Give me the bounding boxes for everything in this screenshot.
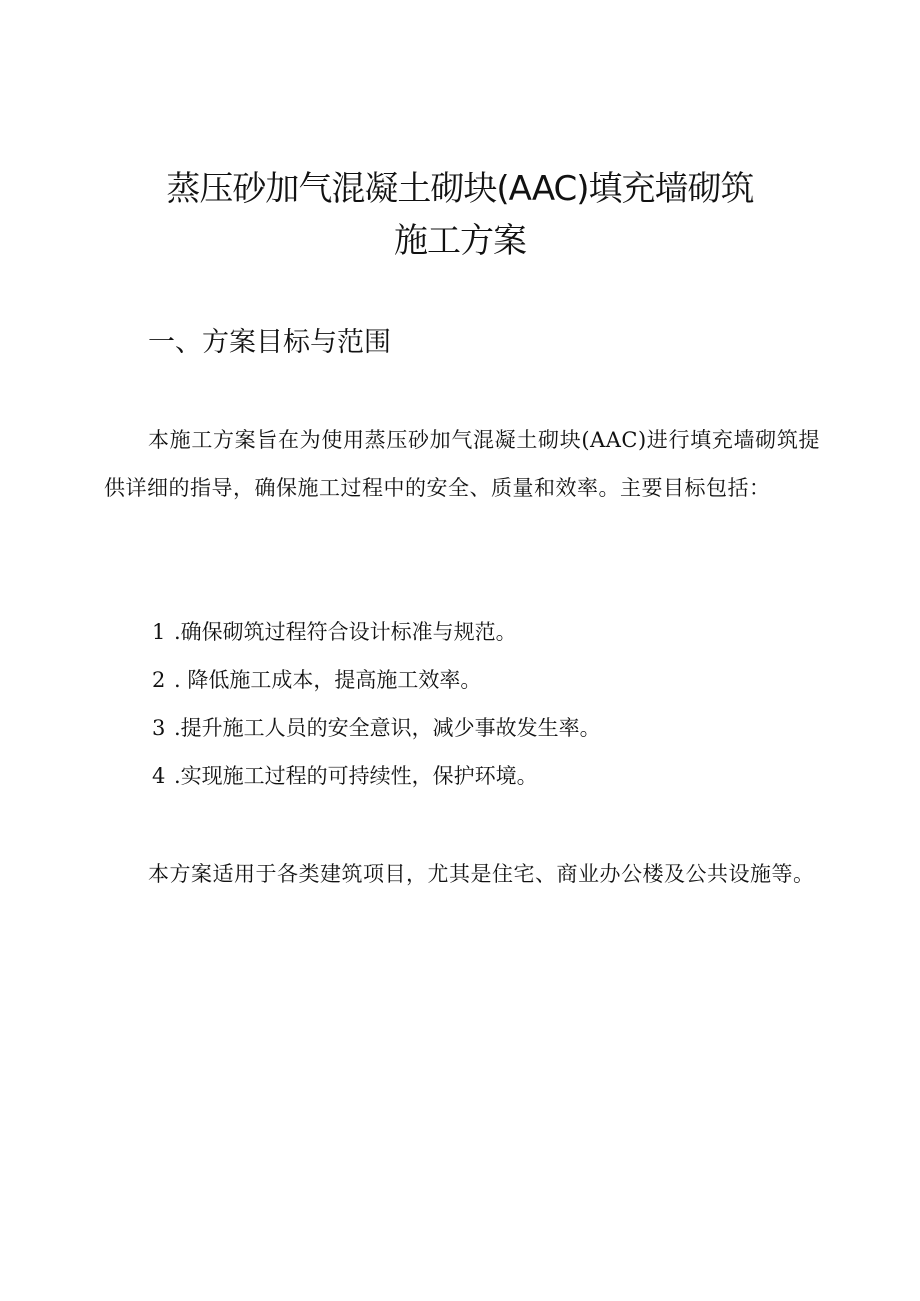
document-title-line-2: 施工方案 [394, 221, 526, 261]
goal-item [152, 665, 481, 695]
goal-number: 1 [152, 620, 166, 644]
section-heading: 一、方案目标与范围 [148, 327, 391, 358]
goal-number: 4 [152, 764, 166, 788]
scope-paragraph: 本方案适用于各类建筑项目，尤其是住宅、商业办公楼及公共设施等。 [148, 862, 815, 886]
goal-item [152, 713, 601, 743]
goal-text: .实现施工过程的可持续性，保护环境。 [174, 764, 538, 788]
goal-text: .确保砌筑过程符合设计标准与规范。 [174, 620, 517, 644]
goal-item [152, 761, 538, 791]
goal-text: .提升施工人员的安全意识，减少事故发生率。 [174, 716, 601, 740]
goal-number: 2 [152, 668, 166, 692]
document-title-line-1: 蒸压砂加气混凝土砌块(AAC)填充墙砌筑 [166, 169, 754, 209]
goal-text: . 降低施工成本，提高施工效率。 [174, 668, 482, 692]
intro-paragraph: 本施工方案旨在为使用蒸压砂加气混凝土砌块(AAC)进行填充墙砌筑提供详细的指导，确保施工过程中的安全、质量和效率。主要目标包括： [104, 428, 820, 500]
goal-item [152, 617, 517, 647]
goal-number: 3 [152, 716, 166, 740]
